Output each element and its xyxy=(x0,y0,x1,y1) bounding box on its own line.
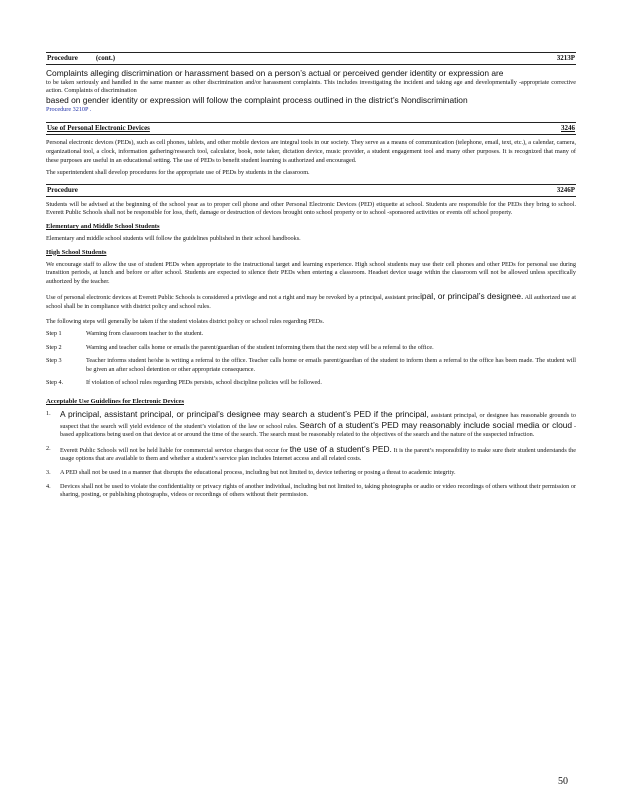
header-code: 3246 xyxy=(561,124,575,133)
step-label: Step 1 xyxy=(46,330,62,338)
guideline-number: 2. xyxy=(46,444,51,452)
guideline-text-large: the use of a student’s PED. xyxy=(289,443,392,454)
complaints-line3: based on gender identity or expression will follow the complaint process outlined in the district’s Nondiscrimination xyxy=(46,94,468,105)
guideline-body xyxy=(60,483,576,500)
privilege-text-a: Use of personal electronic devices at Everett Public Schools is considered a privilege and not a right and may be revoked by a principal, assistant princ xyxy=(46,294,421,302)
step-label: Step 3 xyxy=(46,357,62,365)
header-label: Use of Personal Electronic Devices xyxy=(47,124,150,133)
guideline-text-large: Search of a student’s PED may reasonably include social media or cloud xyxy=(299,419,573,430)
elementary-heading: Elementary and Middle School Students xyxy=(46,222,160,230)
step-label: Step 4. xyxy=(46,379,64,387)
guideline-text: It is the parent’s responsibility to make sure their student understands the usage options that are available to them and whether a student’s service plan includes Internet access and all related costs. xyxy=(60,446,576,463)
guideline-text: Devices shall not be used to violate the confidentiality or privacy rights of another individual, including but not limited to, taking photographs or audio or video recordings of others without their permission or sharing, posting, or publishing photographs, videos or recordings of others without their permission. xyxy=(60,482,576,499)
guideline-body xyxy=(60,469,576,478)
elementary-paragraph: Elementary and middle school students will follow the guidelines published in their school handbooks. xyxy=(46,234,301,242)
procedure-reference: Procedure 3210P . xyxy=(46,105,92,113)
guideline-item xyxy=(46,483,576,500)
guideline-number: 4. xyxy=(46,482,51,490)
section-header-3246 xyxy=(46,122,576,135)
guidelines-heading: Acceptable Use Guidelines for Electronic Devices xyxy=(46,398,185,406)
guidelines-list xyxy=(46,410,576,500)
header-cont: (cont.) xyxy=(95,54,116,62)
guideline-body xyxy=(60,445,576,464)
header-code: 3246P xyxy=(556,185,575,194)
guideline-text: Everett Public Schools will not be held liable for commercial service charges that occur for xyxy=(60,446,290,454)
header-code: 3213P xyxy=(556,54,575,62)
procedure-paragraph: Students will be advised at the beginning of the school year as to proper cell phone and other Personal Electronic Devices (PED) etiquette at school. Students are responsible for the PEDs they bring to school. Everett Public Schools shall not be responsible for loss, theft, damage or destruction of devices brought onto school property or to school -sponsored activities or events off school property. xyxy=(46,200,576,217)
step-item xyxy=(46,357,576,374)
high-school-heading: High School Students xyxy=(46,248,107,256)
step-text: Teacher informs student he/she is writing a referral to the office. Teacher calls home or emails parent/guardian of the student to inform them a referral to the office has been made. The student will be given an after school detention or other appropriate consequence. xyxy=(86,357,576,373)
steps-intro: The following steps will generally be taken if the student violates district policy or school rules regarding PEDs. xyxy=(46,317,325,325)
ped-intro-paragraph: Personal electronic devices (PEDs), such as cell phones, tablets, and other mobile devices are integral tools in our society. They serve as a means of communication (telephone, email, text, etc.), a calendar, camera, organizational tool, a clock, information gathering/research tool, calculator, book, note taker, dictation device, music provider, a student engagement tool and many other purposes. It is recognized that many of these purposes are useful in an educational setting. The use of PEDs to benefit student learning is authorized and encouraged. xyxy=(46,139,576,164)
guideline-item xyxy=(46,445,576,464)
step-item xyxy=(46,330,576,339)
header-label: Procedure xyxy=(47,54,78,62)
guideline-text: A PED shall not be used in a manner that disrupts the educational process, including but not limited to, device tethering or posing a threat to academic integrity. xyxy=(60,469,456,477)
guideline-text-large: A principal, assistant principal, or principal’s designee may search a student’s PED if the principal, xyxy=(60,409,429,420)
guideline-text: assistant principal, or designee has reasonable grounds to suspect that the search will yield evidence of the student’s violation of the law or school rules. xyxy=(60,412,576,430)
guideline-number: 3. xyxy=(46,469,51,477)
privilege-text-b: All authorized use at school shall be in compliance with district policy and school rules. xyxy=(46,294,576,310)
superintendent-paragraph: The superintendent shall develop procedures for the appropriate use of PEDs by students in the classroom. xyxy=(46,169,310,177)
guideline-text: -based applications being used on that device at or around the time of the search. The search must be reasonably related to the objectives of the search and the nature of the suspected infraction. xyxy=(60,422,576,439)
header-label: Procedure xyxy=(47,185,78,194)
guideline-item xyxy=(46,469,576,478)
complaints-line2: to be taken seriously and handled in the same manner as other discrimination and/or harassment complaints. This includes investigating the incident and taking age and developmentally -appropriate corrective action. Complaints of discrimination xyxy=(46,78,576,95)
step-text: Warning and teacher calls home or emails the parent/guardian of the student informing them that the next step will be a referral to the office. xyxy=(86,343,434,351)
page-number: 50 xyxy=(558,776,568,787)
step-item xyxy=(46,344,576,353)
steps-list xyxy=(46,330,576,388)
guideline-body xyxy=(60,410,576,440)
complaints-line1: Complaints alleging discrimination or harassment based on a person’s actual or perceived gender identity or expression are xyxy=(46,68,504,78)
step-text: If violation of school rules regarding PEDs persists, school discipline policies will be followed. xyxy=(86,379,322,387)
privilege-paragraph xyxy=(46,292,576,311)
high-school-paragraph: We encourage staff to allow the use of student PEDs when appropriate to the instructional target and learning experience. High school students may use their cell phones and other PEDs for personal use during transition periods, at lunch and before or after school. Students are expected to silence their PEDs when entering a classroom. Headset device usage within the classroom will not be allowed unless specifically authorized by the teacher. xyxy=(46,260,576,285)
section-header-3246P xyxy=(46,184,576,197)
document-page xyxy=(46,52,576,505)
step-label: Step 2 xyxy=(46,343,62,351)
step-item xyxy=(46,379,576,388)
step-text: Warning from classroom teacher to the student. xyxy=(86,330,204,338)
section-header-3213P xyxy=(46,52,576,65)
privilege-text-large: ipal, or principal’s designee. xyxy=(420,291,524,302)
guideline-item xyxy=(46,410,576,440)
guideline-number: 1. xyxy=(46,410,51,418)
